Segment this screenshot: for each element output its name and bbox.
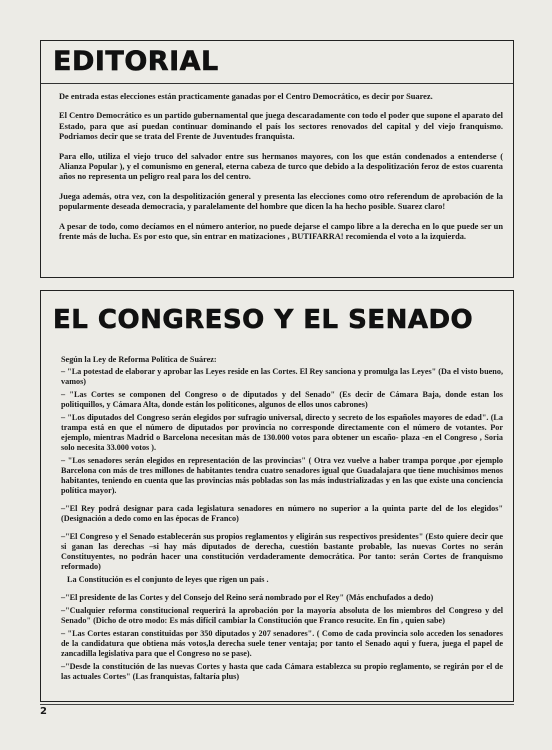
- editorial-paragraph: De entrada estas elecciones están practicamente ganadas por el Centro Democrático, es decir por Suarez.: [59, 92, 433, 101]
- editorial-divider: [41, 83, 513, 84]
- congreso-item: – "Las Cortes se componen del Congreso o de diputados y del Senado" (Es decir de Cámara Baja, donde estan los politiquillos, y Cámara Alta, donde están los politicones, algunos de ellos unos cabrones): [61, 390, 503, 409]
- bottom-divider: [40, 704, 514, 705]
- editorial-header: [41, 41, 513, 83]
- congreso-item: –"Desde la constitución de las nuevas Cortes y hasta que cada Cámara establezca su propio reglamento, se regirán por el de las actuales Cortes" (Las franquistas, faltaría plus): [61, 662, 503, 681]
- congreso-intro: Según la Ley de Reforma Política de Suárez:: [61, 355, 217, 364]
- congreso-item: –"El presidente de las Cortes y del Consejo del Reino será nombrado por el Rey" (Más enchufados a dedo): [61, 593, 434, 602]
- editorial-body: [41, 92, 513, 242]
- congreso-title: EL CONGRESO Y EL SENADO: [53, 305, 474, 335]
- congreso-item: – "Los diputados del Congreso serán elegidos por sufragio universal, directo y secreto de los españoles mayores de edad". (La trampa está en que el número de diputados por provincia no corresponde directamente con el número de votantes. Por ejemplo, mientras Madrid o Barcelona necesitan más de 130.000 votos para obtener un escaño- plaza -en el Congreso , Soria solo necesita 33.000 votos ).: [61, 413, 503, 452]
- editorial-paragraph: Para ello, utiliza el viejo truco del salvador entre sus hermanos mayores, con los que están condenados a entenderse ( Alianza Popular ), y el comunismo en general, eterna cabeza de turco que debido a la despolitización feroz de estos cuarenta años no representa un peligro real para los del centro.: [59, 151, 503, 182]
- page-number: 2: [40, 706, 47, 717]
- editorial-paragraph: El Centro Democrático es un partido gubernamental que juega descaradamente con todo el poder que supone el aparato del Estado, para que así puedan continuar dominando el país los sectores renovados del capital y del viejo franquismo. Podriamos decir que se trata del Frente de Juventudes franquista.: [59, 111, 503, 142]
- congreso-item: –"El Congreso y el Senado establecerán sus propios reglamentos y eligirán sus respectivos presidentes" (Esto quiere decir que si ganan las derechas –si hay más diputados de derecha, cuestión bastante probable, las nuevas Cortes no serán Constituyentes, no podrán hacer una constitución verdaderamente democrática. Por tanto: serán Cortes de franquismo reformado): [61, 532, 503, 571]
- editorial-paragraph: A pesar de todo, como decíamos en el número anterior, no puede dejarse el campo libre a la derecha en lo que puede ser un frente más de lucha. Es por esto que, sin entrar en matizaciones , BUTIFARRA! recomienda el voto a la izquierda.: [59, 221, 503, 242]
- congreso-item: – "La potestad de elaborar y aprobar las Leyes reside en las Cortes. El Rey sanciona y promulga las Leyes" (Da el visto bueno, vamos): [61, 367, 503, 386]
- congreso-body: [41, 355, 513, 682]
- editorial-paragraph: Juega además, otra vez, con la despolitización general y presenta las elecciones como otro referendum de aprobación de la popularmente deseada democracia, y paralelamente del hombre que dicen la ha hecho posible. Suarez claro!: [59, 191, 503, 212]
- congreso-header: [41, 291, 513, 343]
- constitution-note: La Constitución es el conjunto de leyes que rigen un país .: [67, 575, 269, 584]
- congreso-item: –"El Rey podrá designar para cada legislatura senadores en número no superior a la quinta parte del de los elegidos" (Designación a dedo como en las épocas de Franco): [61, 504, 503, 523]
- congreso-item: – "Los senadores serán elegidos en representación de las provincias" ( Otra vez vuelve a haber trampa porque ,por ejemplo Barcelona con más de tres millones de habitantes tendra cuatro senadores igual que Guadalajara que tiene muchisimos menos habitantes, teniendo en cuenta que las provincias más pobladas son las más industrializadas y en las que existe una conciencia política mayor).: [61, 456, 503, 495]
- editorial-title: EDITORIAL: [53, 46, 219, 77]
- congreso-box: [40, 290, 514, 702]
- congreso-item: – "Las Cortes estaran constituidas por 350 diputados y 207 senadores". ( Como de cada provincia solo acceden los senadores de la candidatura que obtiena más votos,la derecha suele tener ventaja; por tanto el Senado aqui y fuera, juega el papel de zancadilla legislativa para que el Congreso no se pase).: [61, 629, 503, 658]
- editorial-box: [40, 40, 514, 278]
- congreso-item: –"Cualquier reforma constitucional requerirá la aprobación por la mayoría absoluta de los miembros del Congreso y del Senado" (Dicho de otro modo: Es más difícil cambiar la Constitución que Franco resucite. En fin , quien sabe): [61, 606, 503, 625]
